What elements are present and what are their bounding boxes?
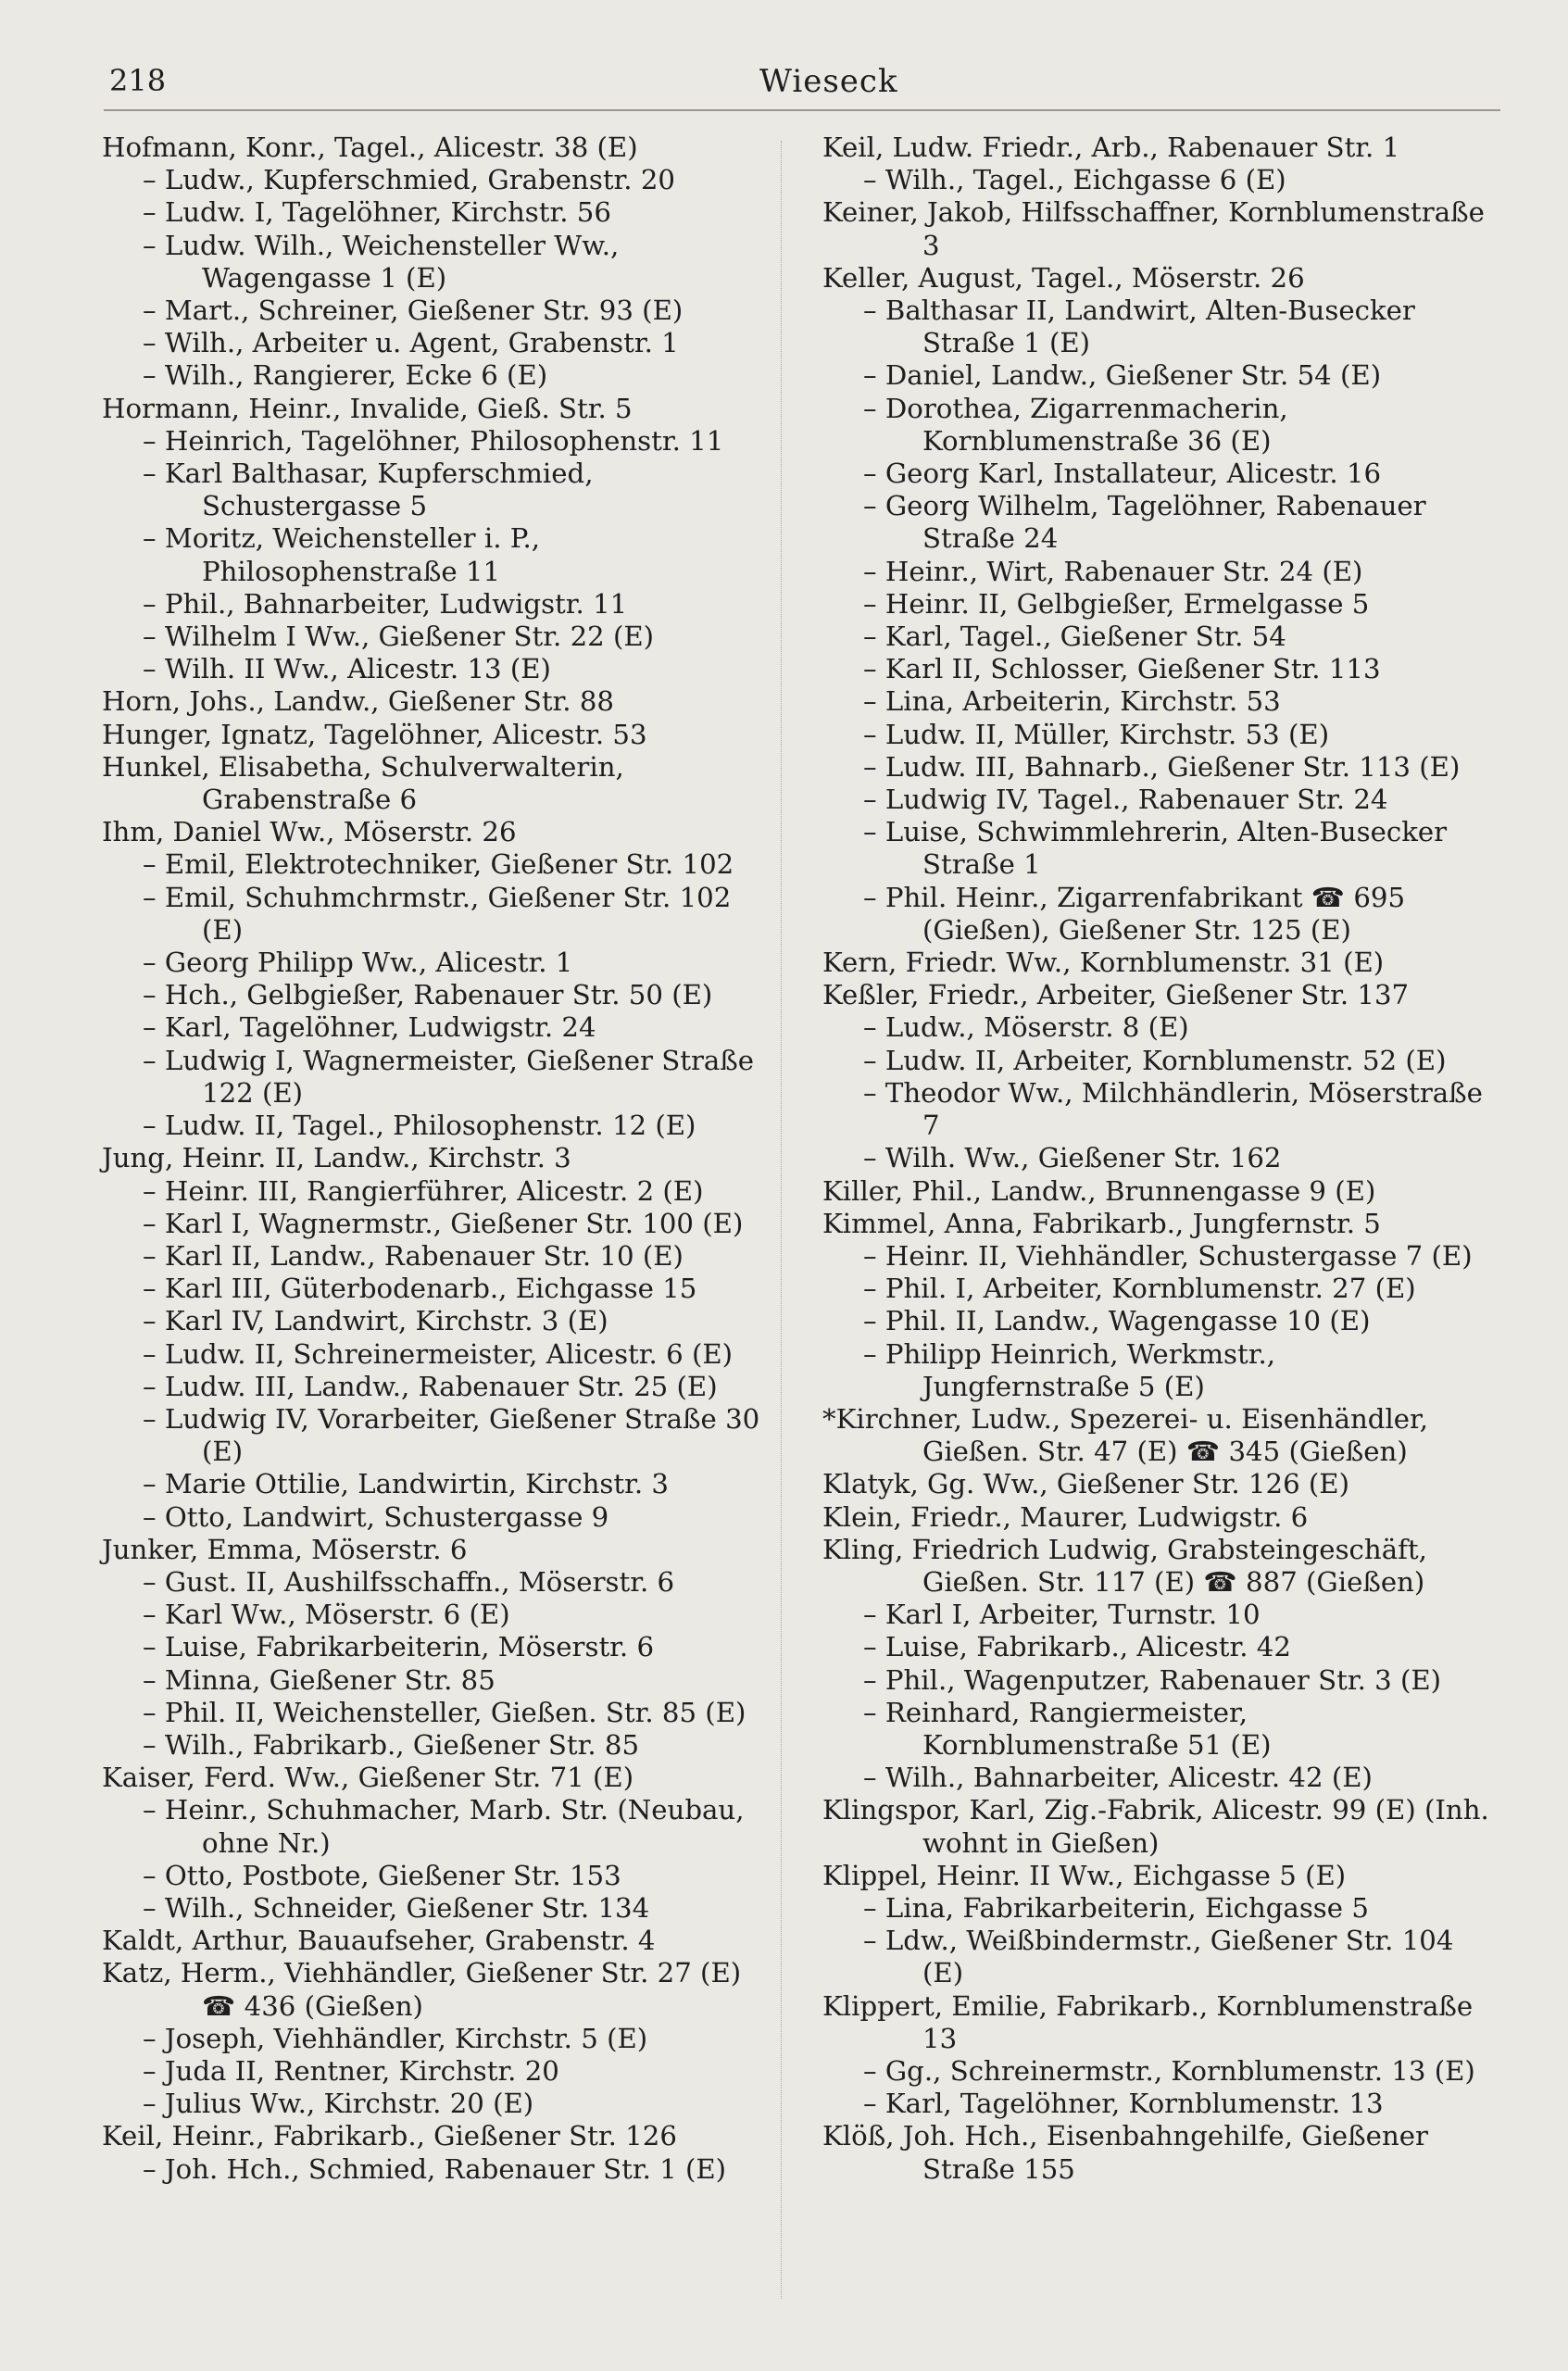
directory-entry: – Wilhelm I Ww., Gießener Str. 22 (E) <box>143 621 655 653</box>
directory-entry: Hormann, Heinr., Invalide, Gieß. Str. 5 <box>102 392 633 424</box>
directory-entry: – Heinr. III, Rangierführer, Alicestr. 2 (E) <box>143 1174 704 1207</box>
directory-entry: – Georg Wilhelm, Tagelöhner, Rabenauer Straße 24 <box>863 490 1426 555</box>
directory-entry: Klein, Friedr., Maurer, Ludwigstr. 6 <box>822 1500 1309 1533</box>
directory-entry: – Wilh., Arbeiter u. Agent, Grabenstr. 1 <box>143 327 679 359</box>
directory-entry: – Joh. Hch., Schmied, Rabenauer Str. 1 (E) <box>143 2152 727 2185</box>
directory-entry: – Ludw. III, Landw., Rabenauer Str. 25 (E) <box>143 1370 718 1402</box>
directory-entry: – Gg., Schreinermstr., Kornblumenstr. 13 (E) <box>863 2054 1475 2087</box>
directory-entry: – Theodor Ww., Milchhändlerin, Möserstraße 7 <box>863 1076 1483 1142</box>
directory-entry: Junker, Emma, Möserstr. 6 <box>102 1533 468 1565</box>
directory-entry: – Heinr. II, Gelbgießer, Ermelgasse 5 <box>863 587 1370 620</box>
directory-entry: Klatyk, Gg. Ww., Gießener Str. 126 (E) <box>822 1468 1349 1500</box>
directory-entry: Keil, Heinr., Fabrikarb., Gießener Str. 126 <box>102 2120 677 2152</box>
directory-entry: – Wilh., Rangierer, Ecke 6 (E) <box>143 359 548 392</box>
directory-entry: – Luise, Fabrikarb., Alicestr. 42 <box>863 1631 1291 1663</box>
directory-entry: – Heinrich, Tagelöhner, Philosophenstr. 11 <box>143 424 724 457</box>
directory-entry: – Daniel, Landw., Gießener Str. 54 (E) <box>863 359 1382 392</box>
directory-entry: Kimmel, Anna, Fabrikarb., Jungfernstr. 5 <box>822 1207 1381 1239</box>
directory-entry: – Ludwig IV, Vorarbeiter, Gießener Straße 30 (E) <box>143 1402 760 1468</box>
directory-entry: – Emil, Schuhmchrmstr., Gießener Str. 102 (E) <box>143 881 732 946</box>
directory-entry: – Dorothea, Zigarrenmacherin, Kornblumenstraße 36 (E) <box>863 392 1288 457</box>
directory-entry: – Ludw. III, Bahnarb., Gießener Str. 113 (E) <box>863 750 1461 783</box>
running-head: Wieseck <box>759 63 898 100</box>
directory-entry: – Phil. I, Arbeiter, Kornblumenstr. 27 (E) <box>863 1273 1416 1305</box>
left-column <box>102 132 769 2186</box>
directory-entry: – Wilh. Ww., Gießener Str. 162 <box>863 1142 1282 1174</box>
directory-entry: Klippel, Heinr. II Ww., Eichgasse 5 (E) <box>822 1859 1347 1891</box>
directory-entry: Keil, Ludw. Friedr., Arb., Rabenauer Str. 1 <box>822 132 1400 163</box>
directory-entry: – Phil., Bahnarbeiter, Ludwigstr. 11 <box>143 587 628 620</box>
directory-entry: – Joseph, Viehhändler, Kirchstr. 5 (E) <box>143 2022 648 2054</box>
directory-entry: – Lina, Arbeiterin, Kirchstr. 53 <box>863 685 1281 718</box>
directory-entry: – Hch., Gelbgießer, Rabenauer Str. 50 (E) <box>143 979 713 1011</box>
directory-entry: – Otto, Landwirt, Schustergasse 9 <box>143 1500 609 1533</box>
page-header <box>0 63 1568 109</box>
directory-entry: – Karl II, Schlosser, Gießener Str. 113 <box>863 653 1381 685</box>
directory-entry: – Juda II, Rentner, Kirchstr. 20 <box>143 2054 559 2087</box>
directory-entry: Ihm, Daniel Ww., Möserstr. 26 <box>102 816 517 848</box>
directory-entry: – Phil., Wagenputzer, Rabenauer Str. 3 (E) <box>863 1663 1442 1696</box>
directory-entry: – Phil. II, Landw., Wagengasse 10 (E) <box>863 1305 1371 1337</box>
directory-entry: – Luise, Fabrikarbeiterin, Möserstr. 6 <box>143 1631 655 1663</box>
directory-entry: – Philipp Heinrich, Werkmstr., Jungfernstraße 5 (E) <box>863 1337 1276 1402</box>
directory-entry: – Wilh., Fabrikarb., Gießener Str. 85 <box>143 1728 640 1761</box>
directory-entry: – Karl I, Wagnermstr., Gießener Str. 100 (E) <box>143 1207 744 1239</box>
directory-entry: – Phil. Heinr., Zigarrenfabrikant ☎ 695 (Gießen), Gießener Str. 125 (E) <box>863 881 1406 946</box>
directory-entry: – Ludw. II, Müller, Kirchstr. 53 (E) <box>863 718 1330 750</box>
directory-entry: – Ldw., Weißbindermstr., Gießener Str. 104 (E) <box>863 1925 1454 1989</box>
directory-entry: Keller, August, Tagel., Möserstr. 26 <box>822 261 1305 294</box>
directory-entry: – Karl IV, Landwirt, Kirchstr. 3 (E) <box>143 1305 608 1337</box>
directory-entry: Klingspor, Karl, Zig.-Fabrik, Alicestr. 99 (E) (Inh. wohnt in Gießen) <box>822 1794 1489 1859</box>
directory-entry: Keßler, Friedr., Arbeiter, Gießener Str. 137 <box>822 979 1410 1011</box>
directory-entry: – Karl III, Güterbodenarb., Eichgasse 15 <box>143 1273 697 1305</box>
directory-entry: – Wilh., Schneider, Gießener Str. 134 <box>143 1891 650 1924</box>
directory-entry: – Ludw. Wilh., Weichensteller Ww., Wagengasse 1 (E) <box>143 229 620 294</box>
column-divider <box>781 141 782 2299</box>
directory-entry: – Heinr. II, Viehhändler, Schustergasse 7 (E) <box>863 1239 1473 1272</box>
directory-entry: – Georg Philipp Ww., Alicestr. 1 <box>143 947 573 979</box>
directory-entry: – Marie Ottilie, Landwirtin, Kirchstr. 3 <box>143 1468 669 1500</box>
directory-entry: – Moritz, Weichensteller i. P., Philosophenstraße 11 <box>143 522 541 587</box>
directory-entry: – Luise, Schwimmlehrerin, Alten-Busecker Straße 1 <box>863 816 1448 881</box>
directory-entry: – Karl, Tagelöhner, Kornblumenstr. 13 <box>863 2088 1384 2120</box>
directory-entry: – Karl Ww., Möserstr. 6 (E) <box>143 1599 510 1631</box>
directory-entry: – Ludw., Kupferschmied, Grabenstr. 20 <box>143 164 675 196</box>
directory-entry: Hunkel, Elisabetha, Schulverwalterin, Grabenstraße 6 <box>102 750 624 816</box>
directory-entry: – Georg Karl, Installateur, Alicestr. 16 <box>863 458 1382 490</box>
directory-entry: Klöß, Joh. Hch., Eisenbahngehilfe, Gießener Straße 155 <box>822 2120 1428 2185</box>
directory-entry: – Heinr., Schuhmacher, Marb. Str. (Neubau, ohne Nr.) <box>143 1794 745 1859</box>
directory-entry: – Karl Balthasar, Kupferschmied, Schustergasse 5 <box>143 458 594 522</box>
directory-entry: Kaldt, Arthur, Bauaufseher, Grabenstr. 4 <box>102 1925 656 1957</box>
directory-entry: – Lina, Fabrikarbeiterin, Eichgasse 5 <box>863 1891 1369 1924</box>
directory-entry: – Minna, Gießener Str. 85 <box>143 1663 495 1696</box>
directory-entry: – Wilh., Bahnarbeiter, Alicestr. 42 (E) <box>863 1762 1373 1794</box>
directory-entry: – Karl I, Arbeiter, Turnstr. 10 <box>863 1599 1261 1631</box>
right-column <box>822 132 1489 2186</box>
directory-entry: – Ludw. I, Tagelöhner, Kirchstr. 56 <box>143 196 611 229</box>
directory-entry: – Mart., Schreiner, Gießener Str. 93 (E) <box>143 295 684 327</box>
directory-entry: Kern, Friedr. Ww., Kornblumenstr. 31 (E) <box>822 947 1385 979</box>
directory-entry: – Karl II, Landw., Rabenauer Str. 10 (E) <box>143 1239 684 1272</box>
directory-entry: – Karl, Tagelöhner, Ludwigstr. 24 <box>143 1011 596 1044</box>
directory-entry: Katz, Herm., Viehhändler, Gießener Str. 27 (E) ☎ 436 (Gießen) <box>102 1957 742 2022</box>
directory-entry: – Ludw., Möserstr. 8 (E) <box>863 1011 1189 1044</box>
directory-entry: Kaiser, Ferd. Ww., Gießener Str. 71 (E) <box>102 1762 634 1794</box>
directory-entry: – Reinhard, Rangiermeister, Kornblumenstraße 51 (E) <box>863 1696 1272 1761</box>
header-rule <box>104 109 1500 111</box>
directory-entry: – Ludw. II, Tagel., Philosophenstr. 12 (E) <box>143 1110 696 1142</box>
directory-entry: Hunger, Ignatz, Tagelöhner, Alicestr. 53 <box>102 718 647 750</box>
directory-entry: Klippert, Emilie, Fabrikarb., Kornblumenstraße 13 <box>822 1989 1474 2054</box>
directory-entry: – Ludwig I, Wagnermeister, Gießener Straße 122 (E) <box>143 1044 755 1109</box>
directory-entry: – Wilh. II Ww., Alicestr. 13 (E) <box>143 653 551 685</box>
directory-entry: – Phil. II, Weichensteller, Gießen. Str. 85 (E) <box>143 1696 746 1728</box>
directory-entry: – Karl, Tagel., Gießener Str. 54 <box>863 621 1286 653</box>
directory-entry: Horn, Johs., Landw., Gießener Str. 88 <box>102 685 614 718</box>
directory-entry: *Kirchner, Ludw., Spezerei- u. Eisenhändler, Gießen. Str. 47 (E) ☎ 345 (Gießen) <box>822 1402 1429 1468</box>
directory-entry: Killer, Phil., Landw., Brunnengasse 9 (E) <box>822 1174 1376 1207</box>
directory-entry: – Julius Ww., Kirchstr. 20 (E) <box>143 2088 534 2120</box>
directory-entry: – Otto, Postbote, Gießener Str. 153 <box>143 1859 621 1891</box>
directory-entry: – Ludw. II, Schreinermeister, Alicestr. 6 (E) <box>143 1337 734 1370</box>
directory-entry: – Balthasar II, Landwirt, Alten-Busecker Straße 1 (E) <box>863 295 1415 359</box>
page-number: 218 <box>109 63 167 98</box>
directory-entry: – Wilh., Tagel., Eichgasse 6 (E) <box>863 164 1286 196</box>
directory-entry: – Emil, Elektrotechniker, Gießener Str. 102 <box>143 848 734 881</box>
directory-entry: – Ludwig IV, Tagel., Rabenauer Str. 24 <box>863 784 1388 816</box>
directory-entry: Keiner, Jakob, Hilfsschaffner, Kornblumenstraße 3 <box>822 196 1485 261</box>
directory-entry: Hofmann, Konr., Tagel., Alicestr. 38 (E) <box>102 132 638 163</box>
directory-entry: – Heinr., Wirt, Rabenauer Str. 24 (E) <box>863 555 1363 587</box>
directory-entry: Jung, Heinr. II, Landw., Kirchstr. 3 <box>102 1142 571 1174</box>
directory-entry: – Ludw. II, Arbeiter, Kornblumenstr. 52 (E) <box>863 1044 1447 1076</box>
directory-entry: Kling, Friedrich Ludwig, Grabsteingeschäft, Gießen. Str. 117 (E) ☎ 887 (Gießen) <box>822 1533 1427 1598</box>
directory-entry: – Gust. II, Aushilfsschaffn., Möserstr. 6 <box>143 1565 675 1598</box>
